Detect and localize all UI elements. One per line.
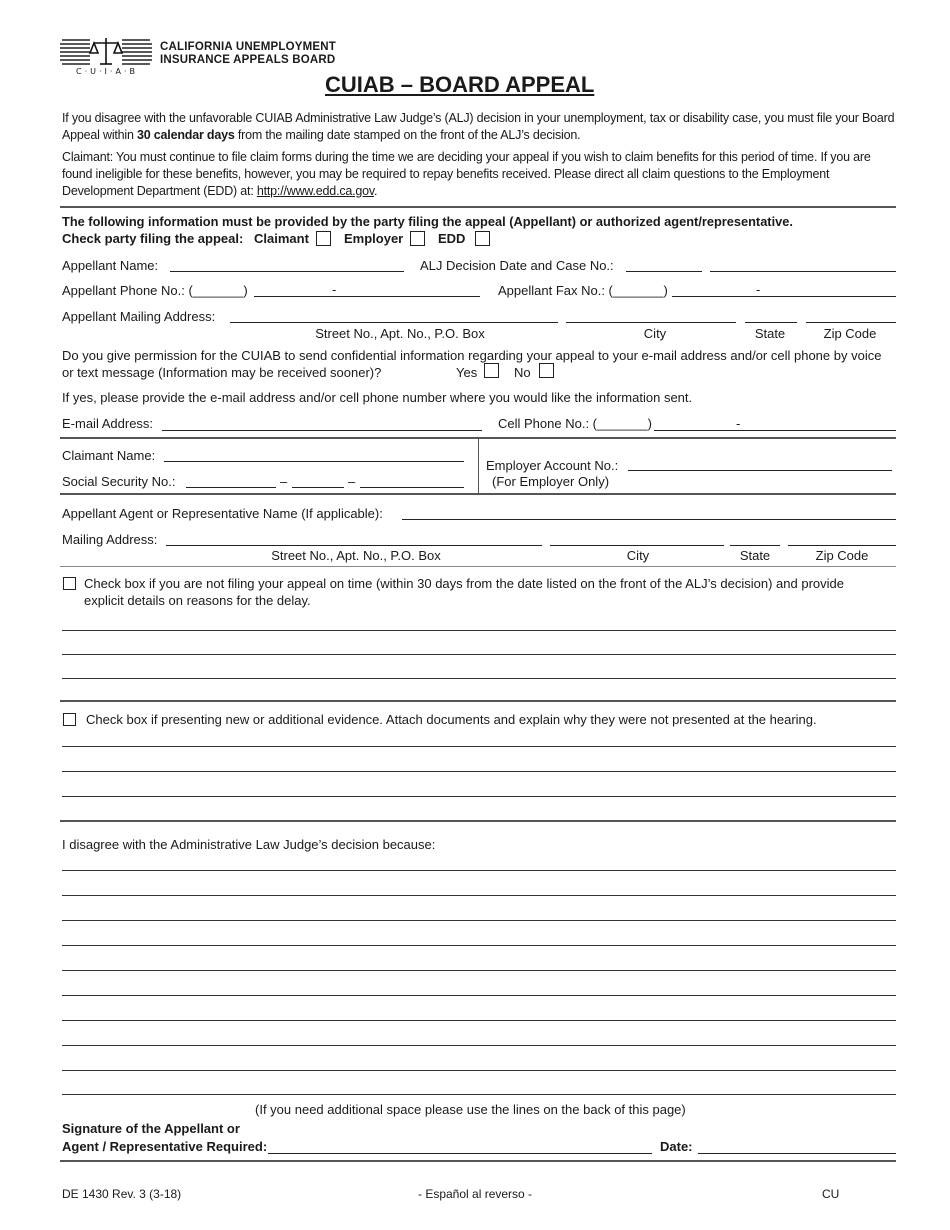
appellant-phone-field[interactable] (254, 296, 480, 297)
logo-caption: C·U·I·A·B (76, 67, 138, 76)
agent-street-field[interactable] (166, 545, 542, 546)
appellant-name-label: Appellant Name: (62, 258, 159, 273)
section-divider (60, 1160, 896, 1162)
disagree-reason-line[interactable] (62, 1070, 896, 1071)
section-divider (60, 493, 896, 495)
employer-checkbox[interactable] (410, 231, 425, 246)
agent-zip-field[interactable] (788, 545, 896, 546)
appellant-phone-label: Appellant Phone No.: (_______) (62, 283, 248, 298)
appellant-name-field[interactable] (170, 271, 404, 272)
form-number: DE 1430 Rev. 3 (3-18) (62, 1187, 182, 1201)
alj-decision-label: ALJ Decision Date and Case No.: (420, 258, 614, 273)
agent-name-field[interactable] (402, 519, 896, 520)
email-address-field[interactable] (162, 430, 482, 431)
section-divider (60, 700, 896, 702)
appellant-city-caption: City (643, 326, 667, 341)
late-reason-line[interactable] (62, 654, 896, 655)
employer-only-note: (For Employer Only) (492, 474, 610, 489)
appellant-street-field[interactable] (230, 322, 558, 323)
permission-no-checkbox[interactable] (539, 363, 554, 378)
signature-label-line1: Signature of the Appellant or (62, 1121, 240, 1136)
ssn-dash-1: – (280, 474, 288, 489)
appellant-zip-caption: Zip Code (823, 326, 877, 341)
column-divider (478, 437, 479, 493)
appellant-fax-field[interactable] (672, 296, 896, 297)
appellant-state-caption: State (754, 326, 786, 341)
claimant-name-label: Claimant Name: (62, 448, 156, 463)
spanish-note: - Español al reverso - (418, 1187, 533, 1201)
late-reason-line[interactable] (62, 678, 896, 679)
section-divider (60, 820, 896, 822)
agent-street-caption: Street No., Apt. No., P.O. Box (271, 548, 441, 563)
claimant-checkbox[interactable] (316, 231, 331, 246)
agent-city-caption: City (626, 548, 650, 563)
appellant-fax-dash: - (756, 282, 761, 297)
org-name-line1: CALIFORNIA UNEMPLOYMENT (160, 41, 337, 53)
employer-account-label: Employer Account No.: (486, 458, 619, 473)
permission-no-label: No (514, 365, 531, 380)
disagree-prompt: I disagree with the Administrative Law Judge’s decision because: (62, 837, 436, 852)
permission-question: Do you give permission for the CUIAB to send confidential information regarding your appeal to your e-mail address and/or cell phone by voice or text message (Information may be received sooner)? (62, 348, 882, 380)
ssn-dash-2: – (348, 474, 356, 489)
agent-zip-caption: Zip Code (815, 548, 869, 563)
appellant-mailing-label: Appellant Mailing Address: (62, 309, 216, 324)
signature-date-field[interactable] (698, 1153, 896, 1154)
employer-option-label: Employer (344, 231, 404, 246)
ssn-part2-field[interactable] (292, 487, 344, 488)
disagree-reason-line[interactable] (62, 920, 896, 921)
disagree-reason-line[interactable] (62, 1094, 896, 1095)
late-appeal-checkbox[interactable] (63, 577, 76, 590)
claimant-option-label: Claimant (254, 231, 309, 246)
agent-state-caption: State (739, 548, 771, 563)
additional-space-note: (If you need additional space please use the lines on the back of this page) (255, 1102, 686, 1117)
appellant-city-field[interactable] (566, 322, 736, 323)
new-evidence-checkbox[interactable] (63, 713, 76, 726)
ssn-label: Social Security No.: (62, 474, 176, 489)
ssn-part3-field[interactable] (360, 487, 464, 488)
edd-option-label: EDD (438, 231, 466, 246)
date-label: Date: (660, 1139, 693, 1154)
cell-phone-field[interactable] (654, 430, 896, 431)
permission-yes-checkbox[interactable] (484, 363, 499, 378)
edd-checkbox[interactable] (475, 231, 490, 246)
edd-website-link[interactable]: http://www.edd.ca.gov (256, 184, 375, 198)
party-heading: The following information must be provided by the party filing the appeal (Appellant) or authorized agent/representative. (62, 214, 793, 229)
cell-phone-dash: - (736, 416, 741, 431)
agent-city-field[interactable] (550, 545, 724, 546)
agent-state-field[interactable] (730, 545, 780, 546)
permission-yes-label: Yes (456, 365, 478, 380)
section-divider (60, 566, 896, 567)
appellant-zip-field[interactable] (806, 322, 896, 323)
permission-followup: If yes, please provide the e-mail address and/or cell phone number where you would like the information sent. (62, 390, 693, 405)
evidence-explanation-line[interactable] (62, 796, 896, 797)
disagree-reason-line[interactable] (62, 1020, 896, 1021)
disagree-reason-line[interactable] (62, 895, 896, 896)
signature-label-line2: Agent / Representative Required: (62, 1139, 268, 1154)
disagree-reason-line[interactable] (62, 970, 896, 971)
appellant-fax-label: Appellant Fax No.: (_______) (498, 283, 668, 298)
agent-name-label: Appellant Agent or Representative Name (If applicable): (62, 506, 383, 521)
cell-phone-label: Cell Phone No.: (_______) (498, 416, 652, 431)
late-appeal-text: Check box if you are not filing your appeal on time (within 30 days from the date listed on the front of the ALJ’s decision) and provide explicit details on reasons for the delay. (84, 576, 844, 608)
page-title: CUIAB – BOARD APPEAL (325, 72, 595, 97)
employer-account-field[interactable] (628, 470, 892, 471)
evidence-explanation-line[interactable] (62, 771, 896, 772)
ssn-part1-field[interactable] (186, 487, 276, 488)
office-code: CU (822, 1187, 840, 1201)
intro-paragraph-1: If you disagree with the unfavorable CUIAB Administrative Law Judge’s (ALJ) decision in your unemployment, tax or disability case, you must file your Board Appeal within 30 calendar days from the mailing date stamped on the front of the ALJ’s decision. (62, 111, 895, 142)
appellant-street-caption: Street No., Apt. No., P.O. Box (315, 326, 485, 341)
signature-field[interactable] (268, 1153, 652, 1154)
intro-paragraph-2: Claimant: You must continue to file claim forms during the time we are deciding your appeal if you wish to claim benefits for this period of time. If you are found ineligible for these benefits, however, you may be required to repay benefits received. Please direct all claim questions to the Employment Development Department (EDD) at: http://www.edd.ca.gov. (62, 150, 871, 198)
agent-mailing-label: Mailing Address: (62, 532, 158, 547)
cuiab-logo (60, 34, 152, 76)
new-evidence-text: Check box if presenting new or additional evidence. Attach documents and explain why they were not presented at the hearing. (86, 712, 817, 727)
alj-decision-date-field[interactable] (626, 271, 702, 272)
appellant-phone-dash: - (332, 282, 337, 297)
claimant-name-field[interactable] (164, 461, 464, 462)
section-divider (60, 206, 896, 208)
deadline-emphasis: 30 calendar days (137, 128, 235, 142)
alj-case-number-field[interactable] (710, 271, 896, 272)
evidence-explanation-line[interactable] (62, 746, 896, 747)
disagree-reason-line[interactable] (62, 870, 896, 871)
late-reason-line[interactable] (62, 630, 896, 631)
appellant-state-field[interactable] (745, 322, 797, 323)
disagree-reason-line[interactable] (62, 945, 896, 946)
disagree-reason-line[interactable] (62, 995, 896, 996)
check-party-label: Check party filing the appeal: (62, 231, 244, 246)
disagree-reason-line[interactable] (62, 1045, 896, 1046)
org-name-line2: INSURANCE APPEALS BOARD (160, 54, 336, 66)
email-address-label: E-mail Address: (62, 416, 154, 431)
